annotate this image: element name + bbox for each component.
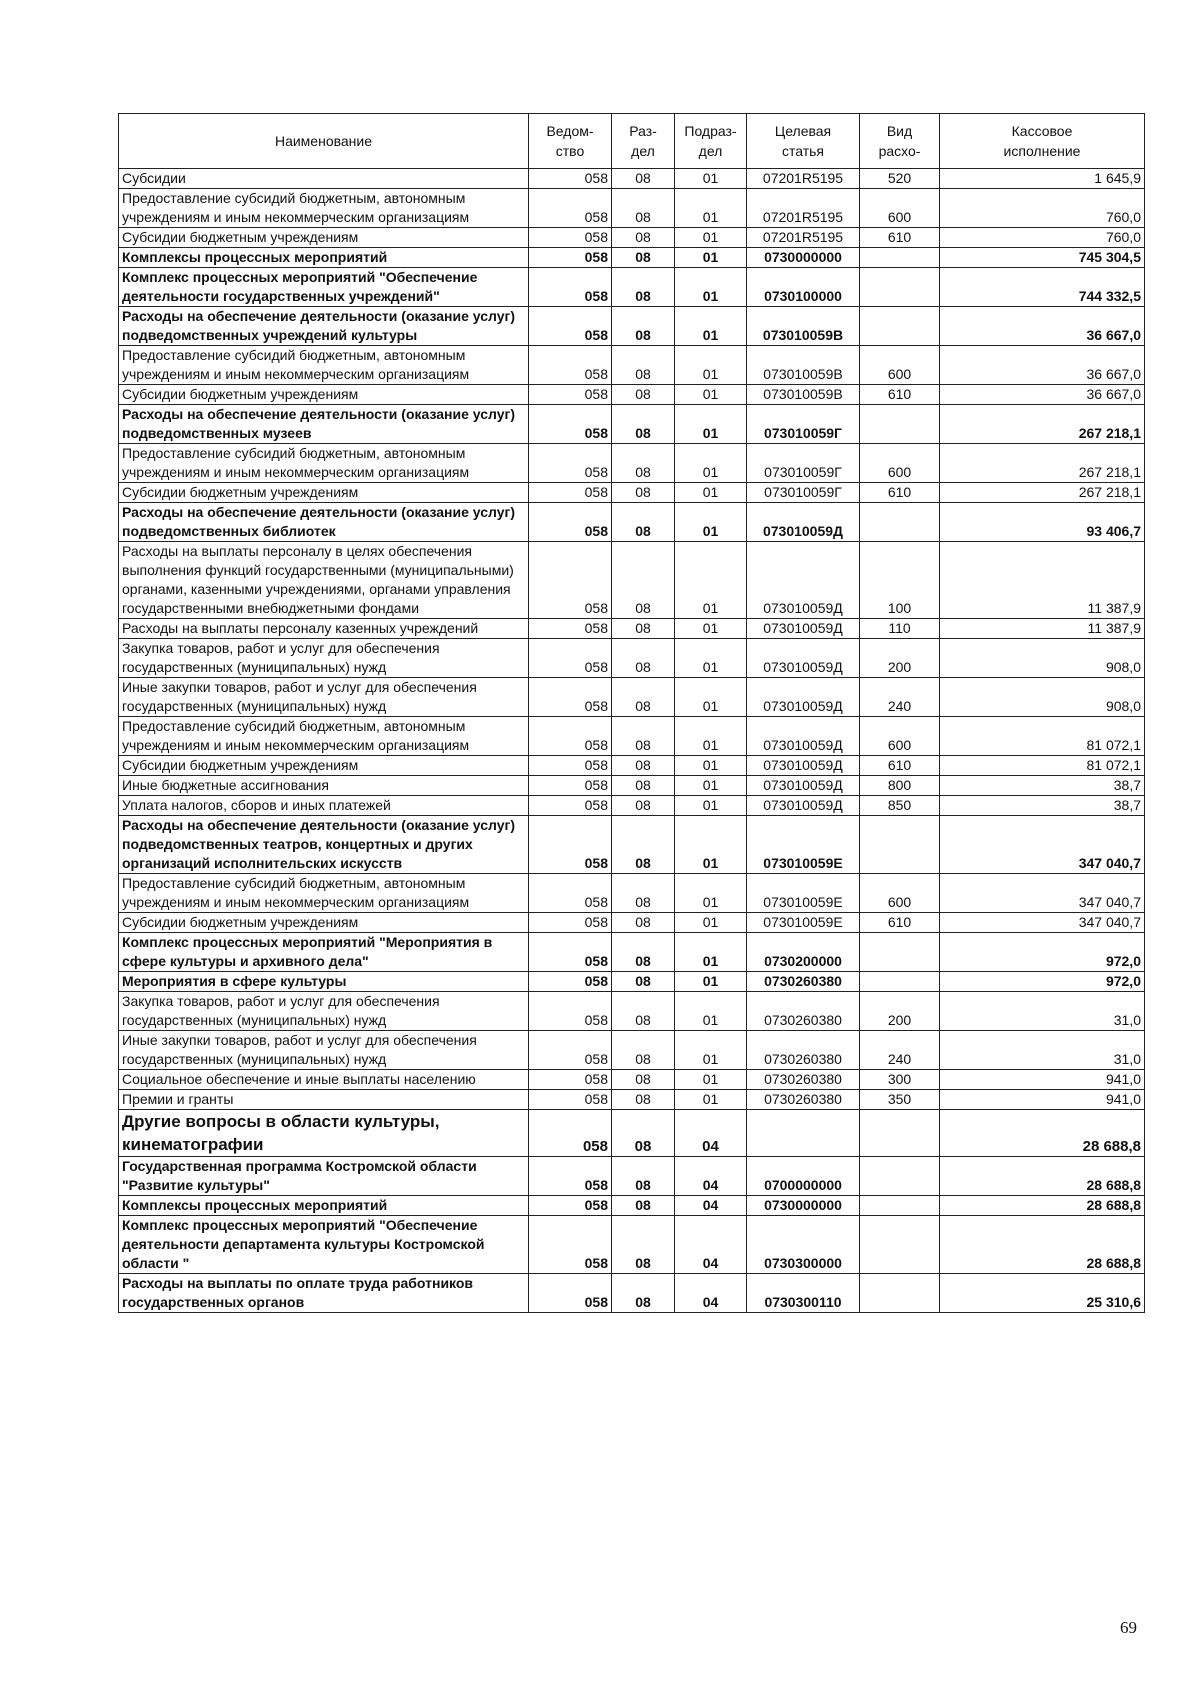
cell-podrazdel: 01	[675, 1031, 747, 1070]
cell-amount: 760,0	[940, 228, 1145, 248]
cell-name: Расходы на обеспечение деятельности (оказание услуг) подведомственных музеев	[119, 405, 529, 444]
cell-amount: 267 218,1	[940, 444, 1145, 483]
table-row	[119, 972, 1145, 992]
cell-amount: 941,0	[940, 1090, 1145, 1110]
cell-podrazdel: 01	[675, 972, 747, 992]
cell-name: Иные бюджетные ассигнования	[119, 776, 529, 796]
cell-amount: 38,7	[940, 776, 1145, 796]
cell-celevaya: 0730200000	[747, 933, 860, 972]
cell-ved: 058	[529, 717, 612, 756]
cell-ved: 058	[529, 169, 612, 189]
cell-celevaya: 0730260380	[747, 1090, 860, 1110]
cell-amount: 38,7	[940, 796, 1145, 816]
cell-vid	[860, 248, 940, 268]
cell-celevaya: 073010059Д	[747, 796, 860, 816]
cell-celevaya: 073010059В	[747, 346, 860, 385]
table-row	[119, 169, 1145, 189]
cell-razdel: 08	[612, 1157, 675, 1196]
cell-name: Комплекс процессных мероприятий "Обеспечение деятельности государственных учреждений"	[119, 268, 529, 307]
cell-celevaya: 073010059Д	[747, 776, 860, 796]
cell-ved: 058	[529, 228, 612, 248]
cell-amount: 972,0	[940, 933, 1145, 972]
cell-razdel: 08	[612, 228, 675, 248]
table-row	[119, 717, 1145, 756]
header-podrazdel: Подраз- дел	[675, 114, 747, 169]
header-name: Наименование	[119, 114, 529, 169]
cell-podrazdel: 01	[675, 228, 747, 248]
cell-amount: 347 040,7	[940, 816, 1145, 874]
cell-celevaya: 0730000000	[747, 248, 860, 268]
cell-amount: 972,0	[940, 972, 1145, 992]
cell-name: Субсидии бюджетным учреждениям	[119, 483, 529, 503]
cell-razdel: 08	[612, 405, 675, 444]
table-row	[119, 1031, 1145, 1070]
cell-razdel: 08	[612, 169, 675, 189]
cell-amount: 93 406,7	[940, 503, 1145, 542]
cell-name: Комплексы процессных мероприятий	[119, 1196, 529, 1216]
cell-ved: 058	[529, 189, 612, 228]
cell-name: Субсидии бюджетным учреждениям	[119, 913, 529, 933]
cell-podrazdel: 04	[675, 1216, 747, 1274]
cell-name: Предоставление субсидий бюджетным, автономным учреждениям и иным некоммерческим организациям	[119, 874, 529, 913]
cell-name: Другие вопросы в области культуры, кинематографии	[119, 1110, 529, 1157]
cell-celevaya: 073010059Г	[747, 444, 860, 483]
cell-name: Предоставление субсидий бюджетным, автономным учреждениям и иным некоммерческим организациям	[119, 444, 529, 483]
cell-podrazdel: 01	[675, 542, 747, 619]
cell-amount: 81 072,1	[940, 756, 1145, 776]
table-row	[119, 1216, 1145, 1274]
cell-razdel: 08	[612, 346, 675, 385]
cell-razdel: 08	[612, 913, 675, 933]
cell-ved: 058	[529, 503, 612, 542]
table-row	[119, 405, 1145, 444]
cell-podrazdel: 04	[675, 1274, 747, 1313]
cell-celevaya: 0730100000	[747, 268, 860, 307]
table-body	[119, 169, 1145, 1313]
cell-celevaya: 073010059В	[747, 385, 860, 405]
header-kassovoe: Кассовое исполнение	[940, 114, 1145, 169]
cell-podrazdel: 01	[675, 169, 747, 189]
cell-podrazdel: 01	[675, 678, 747, 717]
table-row	[119, 1196, 1145, 1216]
cell-ved: 058	[529, 248, 612, 268]
cell-amount: 11 387,9	[940, 619, 1145, 639]
cell-razdel: 08	[612, 756, 675, 776]
cell-ved: 058	[529, 796, 612, 816]
cell-podrazdel: 01	[675, 483, 747, 503]
cell-razdel: 08	[612, 307, 675, 346]
cell-razdel: 08	[612, 874, 675, 913]
cell-amount: 28 688,8	[940, 1110, 1145, 1157]
cell-amount: 36 667,0	[940, 307, 1145, 346]
cell-name: Государственная программа Костромской области "Развитие культуры"	[119, 1157, 529, 1196]
cell-vid: 610	[860, 385, 940, 405]
table-row	[119, 228, 1145, 248]
cell-podrazdel: 01	[675, 756, 747, 776]
cell-celevaya: 0730300000	[747, 1216, 860, 1274]
cell-vid: 200	[860, 992, 940, 1031]
cell-name: Предоставление субсидий бюджетным, автономным учреждениям и иным некоммерческим организациям	[119, 189, 529, 228]
header-razdel: Раз- дел	[612, 114, 675, 169]
cell-razdel: 08	[612, 385, 675, 405]
table-row	[119, 542, 1145, 619]
cell-ved: 058	[529, 483, 612, 503]
cell-amount: 347 040,7	[940, 874, 1145, 913]
cell-vid: 600	[860, 717, 940, 756]
cell-name: Расходы на обеспечение деятельности (оказание услуг) подведомственных библиотек	[119, 503, 529, 542]
cell-name: Субсидии бюджетным учреждениям	[119, 385, 529, 405]
cell-name: Предоставление субсидий бюджетным, автономным учреждениям и иным некоммерческим организациям	[119, 717, 529, 756]
cell-ved: 058	[529, 385, 612, 405]
table-row	[119, 796, 1145, 816]
cell-celevaya: 07201R5195	[747, 189, 860, 228]
cell-vid: 850	[860, 796, 940, 816]
cell-podrazdel: 01	[675, 816, 747, 874]
cell-name: Закупка товаров, работ и услуг для обеспечения государственных (муниципальных) нужд	[119, 639, 529, 678]
cell-amount: 941,0	[940, 1070, 1145, 1090]
cell-celevaya: 073010059Д	[747, 542, 860, 619]
cell-name: Предоставление субсидий бюджетным, автономным учреждениям и иным некоммерческим организациям	[119, 346, 529, 385]
cell-ved: 058	[529, 1216, 612, 1274]
cell-name: Расходы на выплаты персоналу в целях обеспечения выполнения функций государственными (муниципальными) органами, казенными учреждениями, органами управления государственными внебюджетными фондами	[119, 542, 529, 619]
cell-razdel: 08	[612, 1110, 675, 1157]
cell-vid: 110	[860, 619, 940, 639]
budget-execution-table	[118, 113, 1145, 1313]
cell-razdel: 08	[612, 248, 675, 268]
cell-razdel: 08	[612, 639, 675, 678]
table-row	[119, 1090, 1145, 1110]
cell-razdel: 08	[612, 189, 675, 228]
cell-podrazdel: 01	[675, 189, 747, 228]
cell-vid: 350	[860, 1090, 940, 1110]
cell-amount: 28 688,8	[940, 1196, 1145, 1216]
cell-vid	[860, 307, 940, 346]
cell-name: Расходы на выплаты по оплате труда работников государственных органов	[119, 1274, 529, 1313]
cell-celevaya: 073010059В	[747, 307, 860, 346]
cell-vid: 240	[860, 1031, 940, 1070]
cell-celevaya: 073010059Д	[747, 717, 860, 756]
header-celevaya: Целевая статья	[747, 114, 860, 169]
cell-vid: 610	[860, 756, 940, 776]
cell-razdel: 08	[612, 1196, 675, 1216]
cell-podrazdel: 01	[675, 307, 747, 346]
cell-celevaya: 073010059Г	[747, 405, 860, 444]
table-row	[119, 874, 1145, 913]
cell-celevaya: 0730260380	[747, 972, 860, 992]
cell-vid: 800	[860, 776, 940, 796]
cell-razdel: 08	[612, 1070, 675, 1090]
cell-podrazdel: 01	[675, 639, 747, 678]
cell-celevaya: 073010059Е	[747, 913, 860, 933]
cell-vid	[860, 972, 940, 992]
cell-razdel: 08	[612, 992, 675, 1031]
cell-name: Мероприятия в сфере культуры	[119, 972, 529, 992]
cell-amount: 28 688,8	[940, 1157, 1145, 1196]
cell-celevaya: 0730260380	[747, 992, 860, 1031]
table-row	[119, 816, 1145, 874]
cell-vid: 610	[860, 913, 940, 933]
cell-razdel: 08	[612, 776, 675, 796]
table-row	[119, 1274, 1145, 1313]
cell-razdel: 08	[612, 542, 675, 619]
header-vid: Вид расхо-	[860, 114, 940, 169]
cell-ved: 058	[529, 1031, 612, 1070]
cell-amount: 25 310,6	[940, 1274, 1145, 1313]
cell-podrazdel: 04	[675, 1110, 747, 1157]
cell-name: Комплексы процессных мероприятий	[119, 248, 529, 268]
cell-ved: 058	[529, 542, 612, 619]
cell-ved: 058	[529, 1196, 612, 1216]
table-row	[119, 1110, 1145, 1157]
cell-razdel: 08	[612, 972, 675, 992]
table-row	[119, 992, 1145, 1031]
table-row	[119, 678, 1145, 717]
table-row	[119, 444, 1145, 483]
cell-razdel: 08	[612, 796, 675, 816]
cell-ved: 058	[529, 346, 612, 385]
cell-ved: 058	[529, 444, 612, 483]
cell-ved: 058	[529, 1090, 612, 1110]
cell-razdel: 08	[612, 933, 675, 972]
cell-celevaya	[747, 1110, 860, 1157]
cell-ved: 058	[529, 1110, 612, 1157]
cell-podrazdel: 01	[675, 796, 747, 816]
cell-razdel: 08	[612, 503, 675, 542]
cell-podrazdel: 01	[675, 933, 747, 972]
cell-razdel: 08	[612, 1031, 675, 1070]
table-row	[119, 619, 1145, 639]
cell-ved: 058	[529, 619, 612, 639]
cell-ved: 058	[529, 756, 612, 776]
cell-razdel: 08	[612, 268, 675, 307]
cell-name: Закупка товаров, работ и услуг для обеспечения государственных (муниципальных) нужд	[119, 992, 529, 1031]
cell-vid: 520	[860, 169, 940, 189]
cell-celevaya: 073010059Д	[747, 678, 860, 717]
cell-name: Иные закупки товаров, работ и услуг для обеспечения государственных (муниципальных) нужд	[119, 1031, 529, 1070]
table-row	[119, 913, 1145, 933]
cell-podrazdel: 01	[675, 913, 747, 933]
cell-podrazdel: 01	[675, 268, 747, 307]
cell-celevaya: 073010059Г	[747, 483, 860, 503]
cell-podrazdel: 01	[675, 503, 747, 542]
cell-celevaya: 073010059Е	[747, 874, 860, 913]
cell-razdel: 08	[612, 1216, 675, 1274]
cell-amount: 31,0	[940, 1031, 1145, 1070]
table-row	[119, 1157, 1145, 1196]
table-header	[119, 114, 1145, 169]
cell-name: Расходы на обеспечение деятельности (оказание услуг) подведомственных учреждений культуры	[119, 307, 529, 346]
cell-amount: 744 332,5	[940, 268, 1145, 307]
cell-podrazdel: 01	[675, 874, 747, 913]
cell-vid: 610	[860, 483, 940, 503]
cell-vid	[860, 1157, 940, 1196]
cell-celevaya: 073010059Д	[747, 619, 860, 639]
cell-vid: 600	[860, 189, 940, 228]
cell-amount: 760,0	[940, 189, 1145, 228]
cell-ved: 058	[529, 972, 612, 992]
cell-celevaya: 0730260380	[747, 1031, 860, 1070]
cell-podrazdel: 01	[675, 385, 747, 405]
cell-celevaya: 073010059Д	[747, 756, 860, 776]
cell-vid	[860, 933, 940, 972]
cell-name: Социальное обеспечение и иные выплаты населению	[119, 1070, 529, 1090]
cell-name: Расходы на выплаты персоналу казенных учреждений	[119, 619, 529, 639]
table-row	[119, 503, 1145, 542]
cell-name: Расходы на обеспечение деятельности (оказание услуг) подведомственных театров, концертных и других организаций исполнительских искусств	[119, 816, 529, 874]
cell-vid	[860, 816, 940, 874]
cell-razdel: 08	[612, 444, 675, 483]
cell-vid	[860, 503, 940, 542]
cell-podrazdel: 04	[675, 1196, 747, 1216]
cell-ved: 058	[529, 1274, 612, 1313]
cell-amount: 36 667,0	[940, 346, 1145, 385]
cell-name: Комплекс процессных мероприятий "Обеспечение деятельности департамента культуры Костромской области "	[119, 1216, 529, 1274]
cell-celevaya: 073010059Д	[747, 503, 860, 542]
cell-vid	[860, 1274, 940, 1313]
cell-amount: 36 667,0	[940, 385, 1145, 405]
cell-ved: 058	[529, 405, 612, 444]
table-row	[119, 639, 1145, 678]
cell-celevaya: 0730300110	[747, 1274, 860, 1313]
cell-ved: 058	[529, 913, 612, 933]
cell-vid	[860, 405, 940, 444]
table-row	[119, 248, 1145, 268]
cell-amount: 267 218,1	[940, 483, 1145, 503]
cell-podrazdel: 01	[675, 346, 747, 385]
cell-podrazdel: 01	[675, 717, 747, 756]
cell-vid: 100	[860, 542, 940, 619]
cell-vid: 600	[860, 444, 940, 483]
table-row	[119, 483, 1145, 503]
cell-ved: 058	[529, 992, 612, 1031]
table-row	[119, 756, 1145, 776]
table-row	[119, 385, 1145, 405]
cell-ved: 058	[529, 1157, 612, 1196]
header-ved: Ведом- ство	[529, 114, 612, 169]
cell-celevaya: 07201R5195	[747, 169, 860, 189]
cell-podrazdel: 01	[675, 992, 747, 1031]
cell-amount: 745 304,5	[940, 248, 1145, 268]
cell-podrazdel: 01	[675, 248, 747, 268]
cell-ved: 058	[529, 1070, 612, 1090]
cell-amount: 267 218,1	[940, 405, 1145, 444]
cell-vid: 600	[860, 874, 940, 913]
cell-podrazdel: 01	[675, 444, 747, 483]
table-row	[119, 268, 1145, 307]
cell-celevaya: 07201R5195	[747, 228, 860, 248]
cell-razdel: 08	[612, 1090, 675, 1110]
cell-name: Субсидии бюджетным учреждениям	[119, 756, 529, 776]
table-row	[119, 776, 1145, 796]
cell-ved: 058	[529, 933, 612, 972]
cell-celevaya: 073010059Д	[747, 639, 860, 678]
cell-razdel: 08	[612, 717, 675, 756]
table-row	[119, 307, 1145, 346]
cell-ved: 058	[529, 307, 612, 346]
cell-razdel: 08	[612, 483, 675, 503]
cell-amount: 908,0	[940, 639, 1145, 678]
cell-name: Иные закупки товаров, работ и услуг для обеспечения государственных (муниципальных) нужд	[119, 678, 529, 717]
cell-podrazdel: 01	[675, 1090, 747, 1110]
cell-name: Комплекс процессных мероприятий "Мероприятия в сфере культуры и архивного дела"	[119, 933, 529, 972]
cell-vid: 610	[860, 228, 940, 248]
cell-name: Премии и гранты	[119, 1090, 529, 1110]
cell-name: Уплата налогов, сборов и иных платежей	[119, 796, 529, 816]
cell-ved: 058	[529, 874, 612, 913]
cell-ved: 058	[529, 268, 612, 307]
cell-podrazdel: 01	[675, 619, 747, 639]
cell-amount: 28 688,8	[940, 1216, 1145, 1274]
table-row	[119, 189, 1145, 228]
cell-celevaya: 0730260380	[747, 1070, 860, 1090]
cell-vid	[860, 1110, 940, 1157]
table-row	[119, 933, 1145, 972]
cell-ved: 058	[529, 678, 612, 717]
page-number: 69	[1120, 1618, 1137, 1637]
cell-name: Субсидии бюджетным учреждениям	[119, 228, 529, 248]
table-row	[119, 346, 1145, 385]
cell-celevaya: 073010059Е	[747, 816, 860, 874]
cell-amount: 1 645,9	[940, 169, 1145, 189]
cell-ved: 058	[529, 816, 612, 874]
cell-podrazdel: 01	[675, 405, 747, 444]
cell-vid	[860, 1216, 940, 1274]
cell-vid	[860, 268, 940, 307]
cell-amount: 31,0	[940, 992, 1145, 1031]
cell-amount: 908,0	[940, 678, 1145, 717]
cell-vid: 600	[860, 346, 940, 385]
cell-name: Субсидии	[119, 169, 529, 189]
cell-razdel: 08	[612, 816, 675, 874]
cell-podrazdel: 01	[675, 776, 747, 796]
cell-vid: 200	[860, 639, 940, 678]
cell-ved: 058	[529, 776, 612, 796]
cell-razdel: 08	[612, 619, 675, 639]
cell-amount: 347 040,7	[940, 913, 1145, 933]
cell-vid	[860, 1196, 940, 1216]
cell-razdel: 08	[612, 678, 675, 717]
cell-podrazdel: 04	[675, 1157, 747, 1196]
table-row	[119, 1070, 1145, 1090]
cell-amount: 11 387,9	[940, 542, 1145, 619]
cell-amount: 81 072,1	[940, 717, 1145, 756]
cell-celevaya: 0700000000	[747, 1157, 860, 1196]
cell-ved: 058	[529, 639, 612, 678]
cell-vid: 300	[860, 1070, 940, 1090]
cell-celevaya: 0730000000	[747, 1196, 860, 1216]
header-row	[119, 114, 1145, 169]
cell-podrazdel: 01	[675, 1070, 747, 1090]
cell-razdel: 08	[612, 1274, 675, 1313]
cell-vid: 240	[860, 678, 940, 717]
